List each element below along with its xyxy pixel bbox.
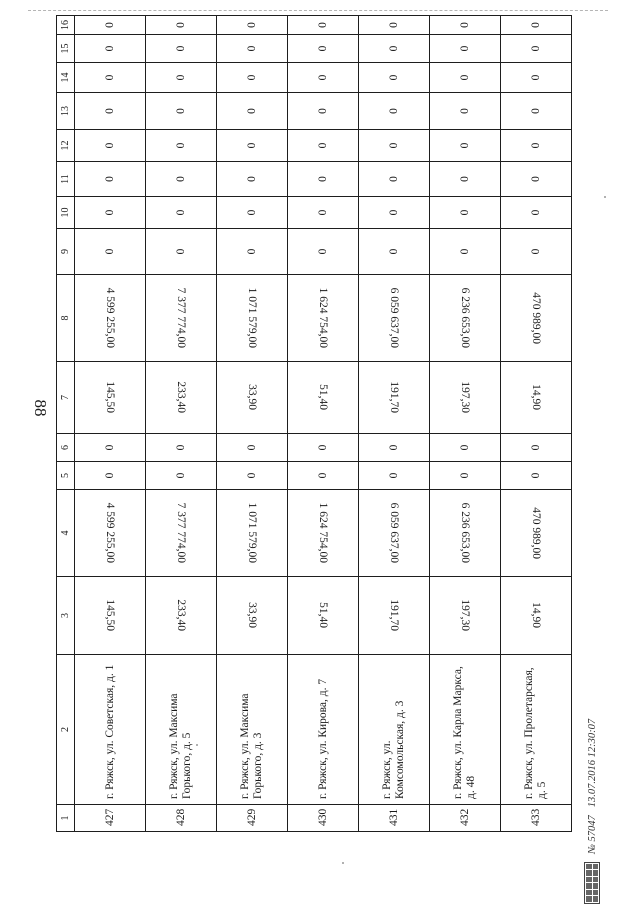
value-text: 0 — [246, 45, 259, 52]
column-number-3: 3 — [57, 577, 75, 655]
zero-cell-c6 — [500, 434, 571, 462]
value-text: 470 989,00 — [529, 292, 542, 344]
column-number-13: 13 — [57, 93, 75, 130]
zero-cell-c16 — [288, 16, 359, 35]
value-cell-c3 — [500, 577, 571, 655]
column-number-15: 15 — [57, 35, 75, 63]
value-cell-c3 — [430, 577, 501, 655]
row-number-cell: 427 — [75, 805, 146, 832]
address-cell: г. Ряжск, ул. Максима Горького, д. 5 — [146, 655, 217, 805]
value-cell-c4 — [146, 490, 217, 577]
value-cell-c7 — [75, 362, 146, 434]
table-row — [217, 16, 288, 832]
zero-cell-c14 — [430, 63, 501, 93]
zero-cell-c16 — [217, 16, 288, 35]
value-text: 0 — [317, 176, 330, 182]
value-text: 0 — [246, 248, 259, 255]
value-cell-c8 — [288, 275, 359, 362]
value-text: 0 — [317, 209, 330, 216]
value-cell-c8 — [430, 275, 501, 362]
zero-cell-c13 — [288, 93, 359, 130]
zero-cell-c15 — [359, 35, 430, 63]
zero-cell-c5 — [430, 462, 501, 490]
zero-cell-c6 — [146, 434, 217, 462]
value-cell-c4 — [217, 490, 288, 577]
zero-cell-c9 — [288, 229, 359, 275]
zero-cell-c11 — [288, 162, 359, 197]
table-row — [359, 16, 430, 832]
value-text: 0 — [529, 209, 542, 216]
column-number-1: 1 — [57, 805, 75, 832]
value-text: 233,40 — [175, 381, 188, 414]
value-cell-c4 — [75, 490, 146, 577]
zero-cell-c13 — [500, 93, 571, 130]
value-text: 1 071 579,00 — [246, 287, 259, 349]
zero-cell-c10 — [359, 197, 430, 229]
value-text: 51,40 — [317, 602, 330, 629]
value-text: 0 — [529, 108, 542, 114]
zero-cell-c14 — [288, 63, 359, 93]
value-cell-c3 — [359, 577, 430, 655]
scan-speck — [604, 196, 606, 198]
value-text: 4 599 255,00 — [104, 287, 117, 349]
value-text: 0 — [317, 108, 330, 114]
value-text: 0 — [529, 248, 542, 255]
value-text: 0 — [317, 142, 330, 149]
value-text: 0 — [529, 22, 542, 28]
value-cell-c8 — [146, 275, 217, 362]
table-row — [430, 16, 501, 832]
zero-cell-c10 — [288, 197, 359, 229]
zero-cell-c15 — [75, 35, 146, 63]
value-cell-c3 — [75, 577, 146, 655]
zero-cell-c12 — [288, 130, 359, 162]
table-row — [500, 16, 571, 832]
value-text: 0 — [175, 209, 188, 216]
column-number-2: 2 — [57, 655, 75, 805]
zero-cell-c10 — [75, 197, 146, 229]
row-number-cell: 430 — [288, 805, 359, 832]
value-text: 1 624 754,00 — [317, 287, 330, 349]
value-text: 0 — [246, 472, 259, 479]
value-text: 0 — [388, 248, 401, 255]
value-text: 0 — [175, 444, 188, 451]
zero-cell-c10 — [146, 197, 217, 229]
value-text: 233,40 — [175, 599, 188, 632]
zero-cell-c5 — [217, 462, 288, 490]
zero-cell-c15 — [288, 35, 359, 63]
value-text: 0 — [104, 248, 117, 255]
zero-cell-c16 — [75, 16, 146, 35]
value-cell-c7 — [146, 362, 217, 434]
zero-cell-c16 — [500, 16, 571, 35]
row-number-cell: 428 — [146, 805, 217, 832]
value-text: 1 071 579,00 — [246, 502, 259, 564]
value-text: 197,30 — [458, 381, 471, 414]
column-number-11: 11 — [57, 162, 75, 197]
value-text: 33,90 — [246, 602, 259, 629]
value-text: 0 — [246, 176, 259, 182]
value-text: 0 — [104, 45, 117, 52]
value-text: 191,70 — [388, 381, 401, 414]
value-text: 0 — [529, 444, 542, 451]
value-text: 0 — [317, 45, 330, 52]
zero-cell-c5 — [500, 462, 571, 490]
value-cell-c3 — [217, 577, 288, 655]
zero-cell-c14 — [217, 63, 288, 93]
doc-number: № 57047 — [586, 815, 598, 854]
zero-cell-c10 — [217, 197, 288, 229]
value-text: 0 — [458, 176, 471, 182]
zero-cell-c10 — [500, 197, 571, 229]
column-number-9: 9 — [57, 229, 75, 275]
zero-cell-c12 — [430, 130, 501, 162]
value-cell-c8 — [500, 275, 571, 362]
value-text: 51,40 — [317, 384, 330, 411]
column-number-4: 4 — [57, 490, 75, 577]
zero-cell-c11 — [146, 162, 217, 197]
zero-cell-c14 — [359, 63, 430, 93]
value-text: 0 — [458, 472, 471, 479]
value-text: 0 — [246, 22, 259, 28]
value-text: 0 — [388, 74, 401, 81]
value-text: 0 — [388, 444, 401, 451]
zero-cell-c13 — [359, 93, 430, 130]
value-text: 0 — [175, 142, 188, 149]
scan-speck — [342, 862, 344, 864]
column-number-16: 16 — [57, 16, 75, 35]
zero-cell-c5 — [288, 462, 359, 490]
zero-cell-c16 — [359, 16, 430, 35]
doc-timestamp: 13.07.2016 12:30:07 — [586, 718, 598, 808]
value-text: 0 — [458, 108, 471, 114]
value-text: 0 — [388, 108, 401, 114]
value-cell-c4 — [288, 490, 359, 577]
value-text: 4 599 255,00 — [104, 502, 117, 564]
value-text: 14,90 — [529, 384, 542, 411]
zero-cell-c15 — [500, 35, 571, 63]
value-text: 0 — [175, 74, 188, 81]
zero-cell-c9 — [146, 229, 217, 275]
value-text: 0 — [317, 22, 330, 28]
value-text: 191,70 — [388, 599, 401, 632]
value-text: 197,30 — [458, 599, 471, 632]
value-cell-c7 — [430, 362, 501, 434]
value-text: 0 — [104, 108, 117, 114]
value-text: 0 — [388, 472, 401, 479]
zero-cell-c15 — [217, 35, 288, 63]
zero-cell-c6 — [288, 434, 359, 462]
value-text: 0 — [246, 209, 259, 216]
value-text: 0 — [246, 444, 259, 451]
zero-cell-c11 — [430, 162, 501, 197]
zero-cell-c14 — [500, 63, 571, 93]
zero-cell-c11 — [359, 162, 430, 197]
value-cell-c4 — [430, 490, 501, 577]
zero-cell-c15 — [430, 35, 501, 63]
value-text: 0 — [458, 74, 471, 81]
value-text: 0 — [458, 142, 471, 149]
column-number-14: 14 — [57, 63, 75, 93]
value-text: 0 — [388, 22, 401, 28]
zero-cell-c9 — [75, 229, 146, 275]
value-text: 0 — [458, 209, 471, 216]
value-text: 0 — [529, 45, 542, 52]
zero-cell-c11 — [75, 162, 146, 197]
value-text: 6 059 637,00 — [388, 502, 401, 564]
column-number-10: 10 — [57, 197, 75, 229]
value-cell-c7 — [359, 362, 430, 434]
zero-cell-c16 — [146, 16, 217, 35]
row-number-cell: 433 — [500, 805, 571, 832]
value-text: 6 236 653,00 — [458, 502, 471, 564]
value-text: 0 — [388, 176, 401, 182]
value-text: 145,50 — [104, 599, 117, 632]
zero-cell-c5 — [75, 462, 146, 490]
row-number-cell: 431 — [359, 805, 430, 832]
table-row — [288, 16, 359, 832]
seal-icon — [584, 862, 600, 904]
value-text: 0 — [175, 22, 188, 28]
value-text: 0 — [458, 45, 471, 52]
header-row — [57, 16, 75, 832]
zero-cell-c6 — [75, 434, 146, 462]
value-text: 7 377 774,00 — [175, 287, 188, 349]
zero-cell-c13 — [430, 93, 501, 130]
value-text: 0 — [317, 472, 330, 479]
zero-cell-c6 — [430, 434, 501, 462]
zero-cell-c5 — [146, 462, 217, 490]
value-text: 0 — [529, 472, 542, 479]
value-cell-c4 — [359, 490, 430, 577]
value-text: 0 — [246, 142, 259, 149]
zero-cell-c12 — [500, 130, 571, 162]
column-number-6: 6 — [57, 434, 75, 462]
value-cell-c8 — [217, 275, 288, 362]
zero-cell-c11 — [500, 162, 571, 197]
value-text: 470 989,00 — [529, 507, 542, 559]
value-text: 0 — [529, 142, 542, 149]
zero-cell-c5 — [359, 462, 430, 490]
scan-speck — [196, 744, 198, 746]
value-cell-c8 — [75, 275, 146, 362]
value-text: 0 — [104, 209, 117, 216]
value-text: 0 — [104, 142, 117, 149]
zero-cell-c9 — [359, 229, 430, 275]
zero-cell-c9 — [500, 229, 571, 275]
row-number-cell: 429 — [217, 805, 288, 832]
value-text: 0 — [317, 74, 330, 81]
zero-cell-c13 — [75, 93, 146, 130]
value-text: 0 — [104, 22, 117, 28]
value-text: 7 377 774,00 — [175, 502, 188, 564]
value-text: 145,50 — [104, 381, 117, 414]
value-text: 0 — [104, 444, 117, 451]
value-text: 0 — [175, 248, 188, 255]
column-number-7: 7 — [57, 362, 75, 434]
column-number-8: 8 — [57, 275, 75, 362]
value-text: 0 — [104, 74, 117, 81]
page-number: 88 — [31, 399, 50, 417]
zero-cell-c12 — [75, 130, 146, 162]
zero-cell-c14 — [146, 63, 217, 93]
value-text: 0 — [246, 74, 259, 81]
value-text: 0 — [175, 472, 188, 479]
zero-cell-c10 — [430, 197, 501, 229]
zero-cell-c13 — [217, 93, 288, 130]
value-text: 0 — [175, 176, 188, 182]
value-text: 0 — [529, 74, 542, 81]
value-text: 0 — [104, 176, 117, 182]
value-text: 0 — [388, 209, 401, 216]
value-text: 0 — [246, 108, 259, 114]
address-cell: г. Ряжск, ул. Пролетарская, д. 5 — [500, 655, 571, 805]
value-text: 14,90 — [529, 602, 542, 629]
address-cell: г. Ряжск, ул. Советская, д. 1 — [75, 655, 146, 805]
zero-cell-c14 — [75, 63, 146, 93]
value-text: 1 624 754,00 — [317, 502, 330, 564]
zero-cell-c12 — [146, 130, 217, 162]
value-text: 0 — [175, 108, 188, 114]
address-cell: г. Ряжск, ул. Комсомольская, д. 3 — [359, 655, 430, 805]
value-text: 0 — [104, 472, 117, 479]
value-cell-c7 — [217, 362, 288, 434]
value-cell-c8 — [359, 275, 430, 362]
zero-cell-c9 — [217, 229, 288, 275]
value-text: 0 — [458, 444, 471, 451]
top-border-line — [28, 10, 608, 11]
table-row — [75, 16, 146, 832]
data-table — [56, 15, 572, 832]
value-text: 33,90 — [246, 384, 259, 411]
value-cell-c4 — [500, 490, 571, 577]
value-text: 6 059 637,00 — [388, 287, 401, 349]
value-text: 0 — [458, 22, 471, 28]
value-text: 0 — [175, 45, 188, 52]
value-cell-c3 — [288, 577, 359, 655]
zero-cell-c12 — [359, 130, 430, 162]
value-text: 0 — [317, 248, 330, 255]
document-stamp — [580, 604, 604, 904]
column-number-5: 5 — [57, 462, 75, 490]
value-text: 0 — [388, 142, 401, 149]
value-text: 0 — [317, 444, 330, 451]
zero-cell-c11 — [217, 162, 288, 197]
zero-cell-c9 — [430, 229, 501, 275]
value-text: 6 236 653,00 — [458, 287, 471, 349]
value-cell-c3 — [146, 577, 217, 655]
row-number-cell: 432 — [430, 805, 501, 832]
zero-cell-c13 — [146, 93, 217, 130]
address-cell: г. Ряжск, ул. Карла Маркса, д. 48 — [430, 655, 501, 805]
zero-cell-c12 — [217, 130, 288, 162]
column-number-12: 12 — [57, 130, 75, 162]
table-container — [56, 16, 572, 832]
zero-cell-c6 — [359, 434, 430, 462]
zero-cell-c6 — [217, 434, 288, 462]
address-cell: г. Ряжск, ул. Кирова, д. 7 — [288, 655, 359, 805]
address-cell: г. Ряжск, ул. Максима Горького, д. 3 — [217, 655, 288, 805]
zero-cell-c16 — [430, 16, 501, 35]
table-row — [146, 16, 217, 832]
value-text: 0 — [458, 248, 471, 255]
value-cell-c7 — [500, 362, 571, 434]
value-text: 0 — [388, 45, 401, 52]
value-cell-c7 — [288, 362, 359, 434]
zero-cell-c15 — [146, 35, 217, 63]
value-text: 0 — [529, 176, 542, 182]
